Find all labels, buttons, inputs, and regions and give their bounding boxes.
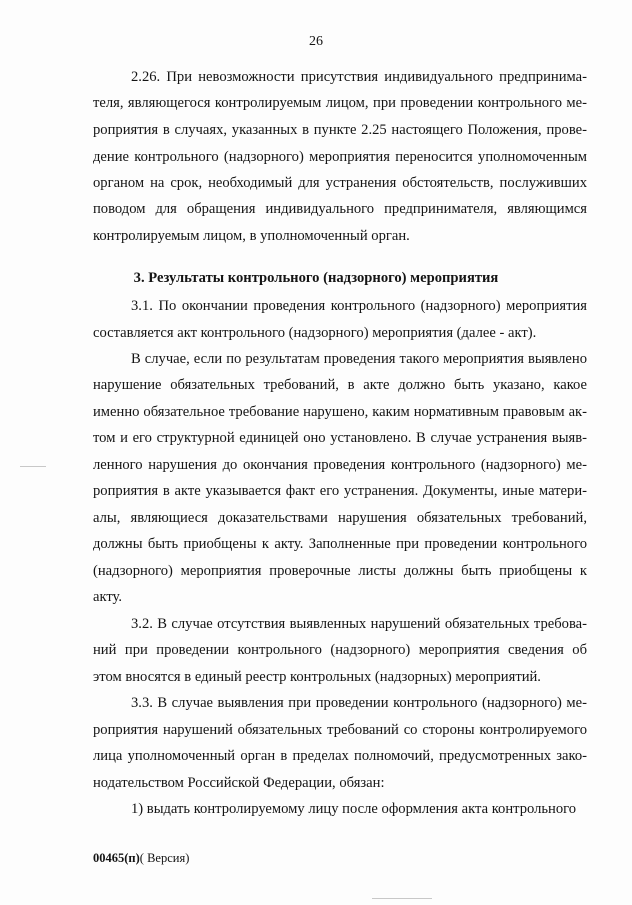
text-line: алы, являющиеся доказательствами нарушения обязательных требований, xyxy=(93,510,587,526)
scan-artifact xyxy=(20,466,46,467)
text-line: составляется акт контрольного (надзорного) мероприятия (далее - акт). xyxy=(93,325,537,341)
text-line: лица уполномоченный орган в пределах полномочий, предусмотренных зако- xyxy=(93,748,587,764)
text-line: (надзорного) мероприятия проверочные листы должны быть приобщены к xyxy=(93,563,587,579)
text-line: теля, являющегося контролируемым лицом, при проведении контрольного ме- xyxy=(93,95,587,111)
text-line: именно обязательное требование нарушено, каким нормативным правовым ак- xyxy=(93,404,587,420)
text-line: 3.3. В случае выявления при проведении контрольного (надзорного) ме- xyxy=(131,695,587,711)
text-line: поводом для обращения индивидуального предпринимателя, являющимся xyxy=(93,201,587,217)
text-line: нарушение обязательных требований, в акте должно быть указано, какое xyxy=(93,377,587,393)
text-line: роприятия в случаях, указанных в пункте 2.25 настоящего Положения, прове- xyxy=(93,122,587,138)
scan-artifact xyxy=(372,898,432,899)
text-line: В случае, если по результатам проведения такого мероприятия выявлено xyxy=(131,351,587,367)
text-line: дение контрольного (надзорного) мероприятия переносится уполномоченным xyxy=(93,149,587,165)
text-line: 3.1. По окончании проведения контрольного (надзорного) мероприятия xyxy=(131,298,587,314)
text-line: 2.26. При невозможности присутствия индивидуального предпринима- xyxy=(131,69,587,85)
text-line: нодательством Российской Федерации, обязан: xyxy=(93,775,385,791)
text-line: органом на срок, необходимый для устранения обстоятельств, послуживших xyxy=(93,175,587,191)
text-line: роприятия нарушений обязательных требований со стороны контролируемого xyxy=(93,722,587,738)
text-line: 3.2. В случае отсутствия выявленных нарушений обязательных требова- xyxy=(131,616,587,632)
text-line: акту. xyxy=(93,589,123,605)
text-line: 1) выдать контролируемому лицу после оформления акта контрольного xyxy=(131,801,577,817)
section-heading: 3. Результаты контрольного (надзорного) мероприятия xyxy=(133,270,499,286)
document-code xyxy=(93,851,189,866)
document-code-number: 00465(п) xyxy=(93,851,140,865)
text-line: ленного нарушения до окончания проведения контрольного (надзорного) ме- xyxy=(93,457,587,473)
text-line: контролируемым лицом, в уполномоченный орган. xyxy=(93,228,410,244)
page-number: 26 xyxy=(309,34,323,49)
text-line: том и его структурной единицей оно установлено. В случае устранения выяв- xyxy=(93,430,587,446)
text-line: этом вносятся в единый реестр контрольных (надзорных) мероприятий. xyxy=(93,669,541,685)
text-line: роприятия в акте указывается факт его устранения. Документы, иные матери- xyxy=(93,483,587,499)
document-version: ( Версия) xyxy=(139,851,190,865)
text-line: ний при проведении контрольного (надзорного) мероприятия сведения об xyxy=(93,642,587,658)
text-line: должны быть приобщены к акту. Заполненные при проведении контрольного xyxy=(93,536,587,552)
